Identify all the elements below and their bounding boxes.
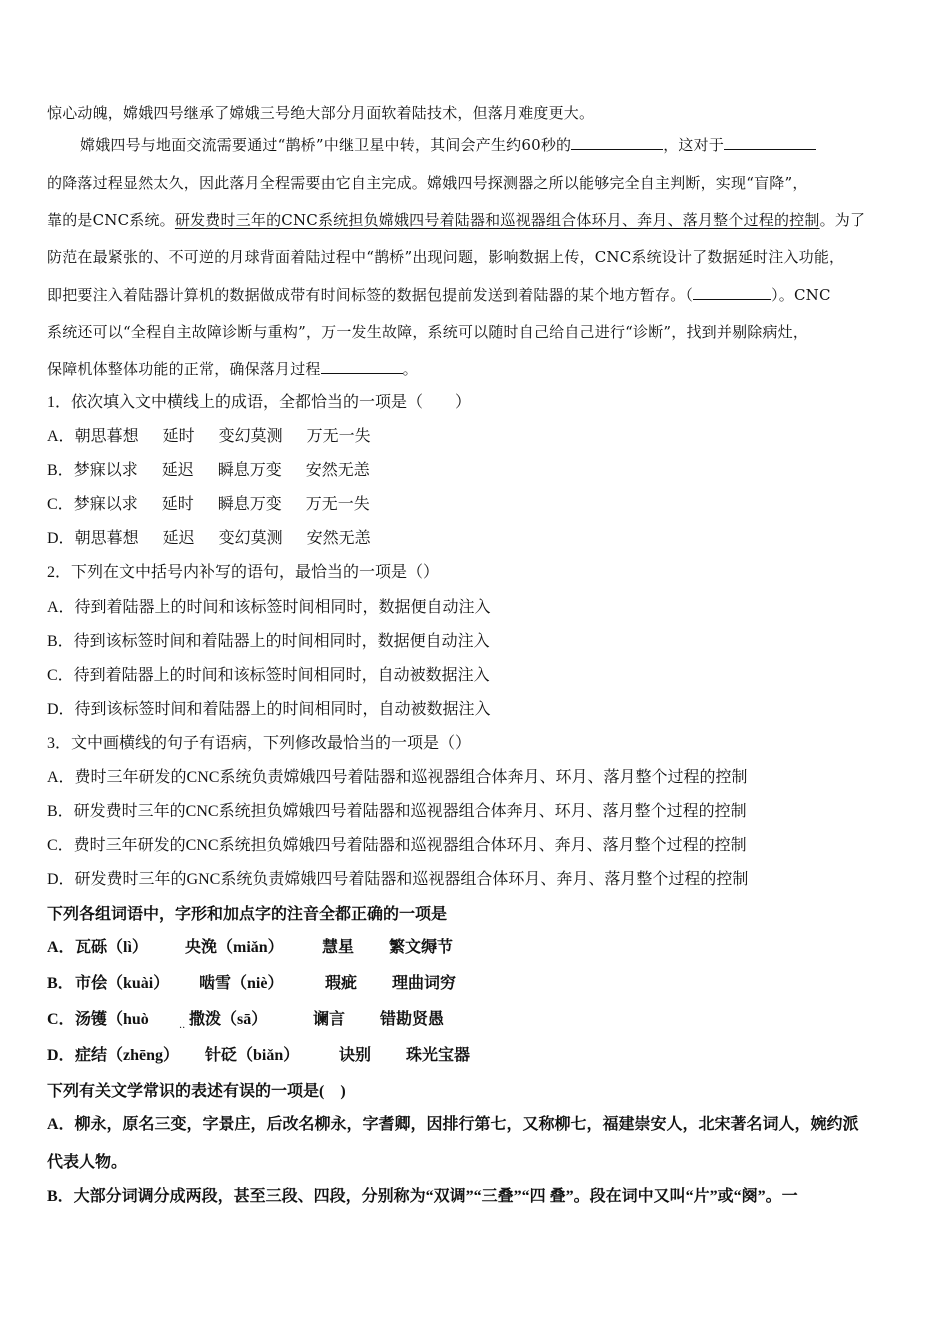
option-word: 延迟 xyxy=(162,530,195,547)
option-word: 瞬息万变 xyxy=(217,462,282,479)
option-word: 慧星 xyxy=(322,939,355,956)
fill-blank-1[interactable] xyxy=(571,135,663,150)
q3-option-c[interactable]: C．费时三年研发的CNC系统担负嫦娥四号着陆器和巡视器组合体环月、奔月、落月整个过程的控制 xyxy=(47,837,747,854)
passage-line-3: 的降落过程显然太久，因此落月全程需要由它自主完成。嫦娥四号探测器之所以能够完全自主判断，实现“盲降”， xyxy=(47,174,808,192)
q1-option-d[interactable] xyxy=(47,529,395,549)
option-word: 梦寐以求 xyxy=(73,462,138,479)
option-word: 安然无恙 xyxy=(306,530,371,547)
passage-text: 靠的是CNC系统。 xyxy=(47,211,175,229)
option-word: 瓦砾（lì） xyxy=(75,939,148,956)
option-label: D． xyxy=(47,530,75,547)
option-word: 变幻莫测 xyxy=(218,530,283,547)
passage-text: 嫦娥四号与地面交流需要通过“鹊桥”中继卫星中转，其间会产生约60秒的 xyxy=(80,136,572,154)
q1-stem: 1．依次填入文中横线上的成语，全都恰当的一项是（ ） xyxy=(47,394,472,411)
option-word: 安然无恙 xyxy=(305,462,370,479)
option-word: 万无一失 xyxy=(305,496,370,513)
passage-text: 。为了 xyxy=(819,211,866,229)
q2-option-c[interactable]: C．待到着陆器上的时间和该标签时间相同时，自动被数据注入 xyxy=(47,667,490,684)
passage-text: ，这对于 xyxy=(663,136,725,154)
option-word: 延时 xyxy=(162,428,195,445)
q2-option-b[interactable]: B．待到该标签时间和着陆器上的时间相同时，数据便自动注入 xyxy=(47,633,490,650)
q3-stem: 3．文中画横线的句子有语病，下列修改最恰当的一项是（） xyxy=(47,735,472,752)
passage-text: 即把要注入着陆器计算机的数据做成带有时间标签的数据包提前发送到着陆器的某个地方暂存。（ xyxy=(47,286,694,304)
q4-option-b[interactable] xyxy=(47,974,456,994)
underlined-sentence: 研发费时三年的CNC系统担负嫦娥四号着陆器和巡视器组合体环月、奔月、落月整个过程的控制 xyxy=(174,211,820,229)
passage-line-1: 惊心动魄，嫦娥四号继承了嫦娥三号绝大部分月面软着陆技术，但落月难度更大。 xyxy=(47,104,595,122)
option-word: 万无一失 xyxy=(306,428,371,445)
q1-option-a[interactable] xyxy=(47,427,395,447)
option-word: 症结（zhēng） xyxy=(75,1047,180,1064)
emphasis-dots: ·· xyxy=(179,1023,186,1034)
option-word: 延迟 xyxy=(161,462,194,479)
option-label: C． xyxy=(47,496,74,513)
q3-option-a[interactable]: A．费时三年研发的CNC系统负责嫦娥四号着陆器和巡视器组合体奔月、环月、落月整个过程的控制 xyxy=(47,769,748,786)
option-label: B． xyxy=(47,975,74,992)
q3-option-d[interactable]: D．研发费时三年的GNC系统负责嫦娥四号着陆器和巡视器组合体环月、奔月、落月整个过程的控制 xyxy=(47,871,749,888)
q1-option-b[interactable] xyxy=(47,461,394,481)
option-word: 朝思暮想 xyxy=(74,428,139,445)
option-word: 谰言 xyxy=(313,1011,346,1028)
fill-blank-3[interactable] xyxy=(321,359,403,374)
option-word: 市侩（kuài） xyxy=(75,975,170,992)
fill-blank-paren[interactable] xyxy=(693,285,771,300)
option-word: 变幻莫测 xyxy=(218,428,283,445)
option-word: 瞬息万变 xyxy=(217,496,282,513)
option-label: B． xyxy=(47,462,74,479)
option-word: 针砭（biǎn） xyxy=(205,1047,300,1064)
option-word: 诀别 xyxy=(339,1047,372,1064)
q5-option-a-line1[interactable]: A．柳永，原名三变，字景庄，后改名柳永，字耆卿，因排行第七，又称柳七，福建崇安人，北宋著名词人，婉约派 xyxy=(47,1116,859,1133)
q4-stem: 下列各组词语中，字形和加点字的注音全都正确的一项是 xyxy=(47,906,448,923)
passage-text: 保障机体整体功能的正常，确保落月过程 xyxy=(47,360,321,378)
q5-stem: 下列有关文学常识的表述有误的一项是( ) xyxy=(47,1083,346,1100)
passage-text: 。 xyxy=(402,360,418,378)
q4-option-c[interactable] xyxy=(47,1010,444,1030)
option-word: 理曲词穷 xyxy=(392,975,457,992)
option-label: A． xyxy=(47,428,75,445)
option-label: A． xyxy=(47,939,75,956)
passage-line-7: 系统还可以“全程自主故障诊断与重构”，万一发生故障，系统可以随时自己给自己进行“诊断”，找到并剔除病灶， xyxy=(47,323,809,341)
option-word: 啮雪（niè） xyxy=(199,975,284,992)
q2-option-d[interactable]: D．待到该标签时间和着陆器上的时间相同时，自动被数据注入 xyxy=(47,701,491,718)
passage-line-5: 防范在最紧张的、不可逆的月球背面着陆过程中“鹊桥”出现问题，影响数据上传，CNC系统设计了数据延时注入功能， xyxy=(47,248,845,266)
passage-line-6 xyxy=(47,285,831,305)
option-word: 汤镬（huò xyxy=(75,1011,149,1028)
passage-line-2 xyxy=(80,135,816,155)
passage-text: ）。CNC xyxy=(771,286,831,304)
option-word: 央浼（miǎn） xyxy=(185,939,284,956)
option-word: 珠光宝器 xyxy=(406,1047,471,1064)
q4-option-d[interactable] xyxy=(47,1046,470,1066)
option-word: 繁文缛节 xyxy=(389,939,454,956)
option-word: 梦寐以求 xyxy=(73,496,138,513)
q5-option-a-line2: 代表人物。 xyxy=(47,1154,128,1171)
option-word: 瑕疵 xyxy=(325,975,358,992)
option-label: D． xyxy=(47,1047,75,1064)
fill-blank-2[interactable] xyxy=(724,135,816,150)
q3-option-b[interactable]: B．研发费时三年的CNC系统担负嫦娥四号着陆器和巡视器组合体奔月、环月、落月整个过程的控制 xyxy=(47,803,747,820)
option-word: 撒泼（sā） xyxy=(189,1011,268,1028)
passage-line-4 xyxy=(47,210,865,230)
q2-option-a[interactable]: A．待到着陆器上的时间和该标签时间相同时，数据便自动注入 xyxy=(47,599,491,616)
passage-line-8 xyxy=(47,359,418,379)
q1-option-c[interactable] xyxy=(47,495,394,515)
q5-option-b-line1[interactable]: B．大部分词调分成两段，甚至三段、四段，分别称为“双调”“三叠”“四 叠”。段在词中又叫“片”或“阕”。一 xyxy=(47,1188,798,1205)
q4-option-a[interactable] xyxy=(47,938,453,958)
option-word: 延时 xyxy=(161,496,194,513)
option-word: 错勘贤愚 xyxy=(380,1011,445,1028)
q2-stem: 2．下列在文中括号内补写的语句，最恰当的一项是（） xyxy=(47,564,440,581)
option-label: C． xyxy=(47,1011,75,1028)
option-word: 朝思暮想 xyxy=(74,530,139,547)
